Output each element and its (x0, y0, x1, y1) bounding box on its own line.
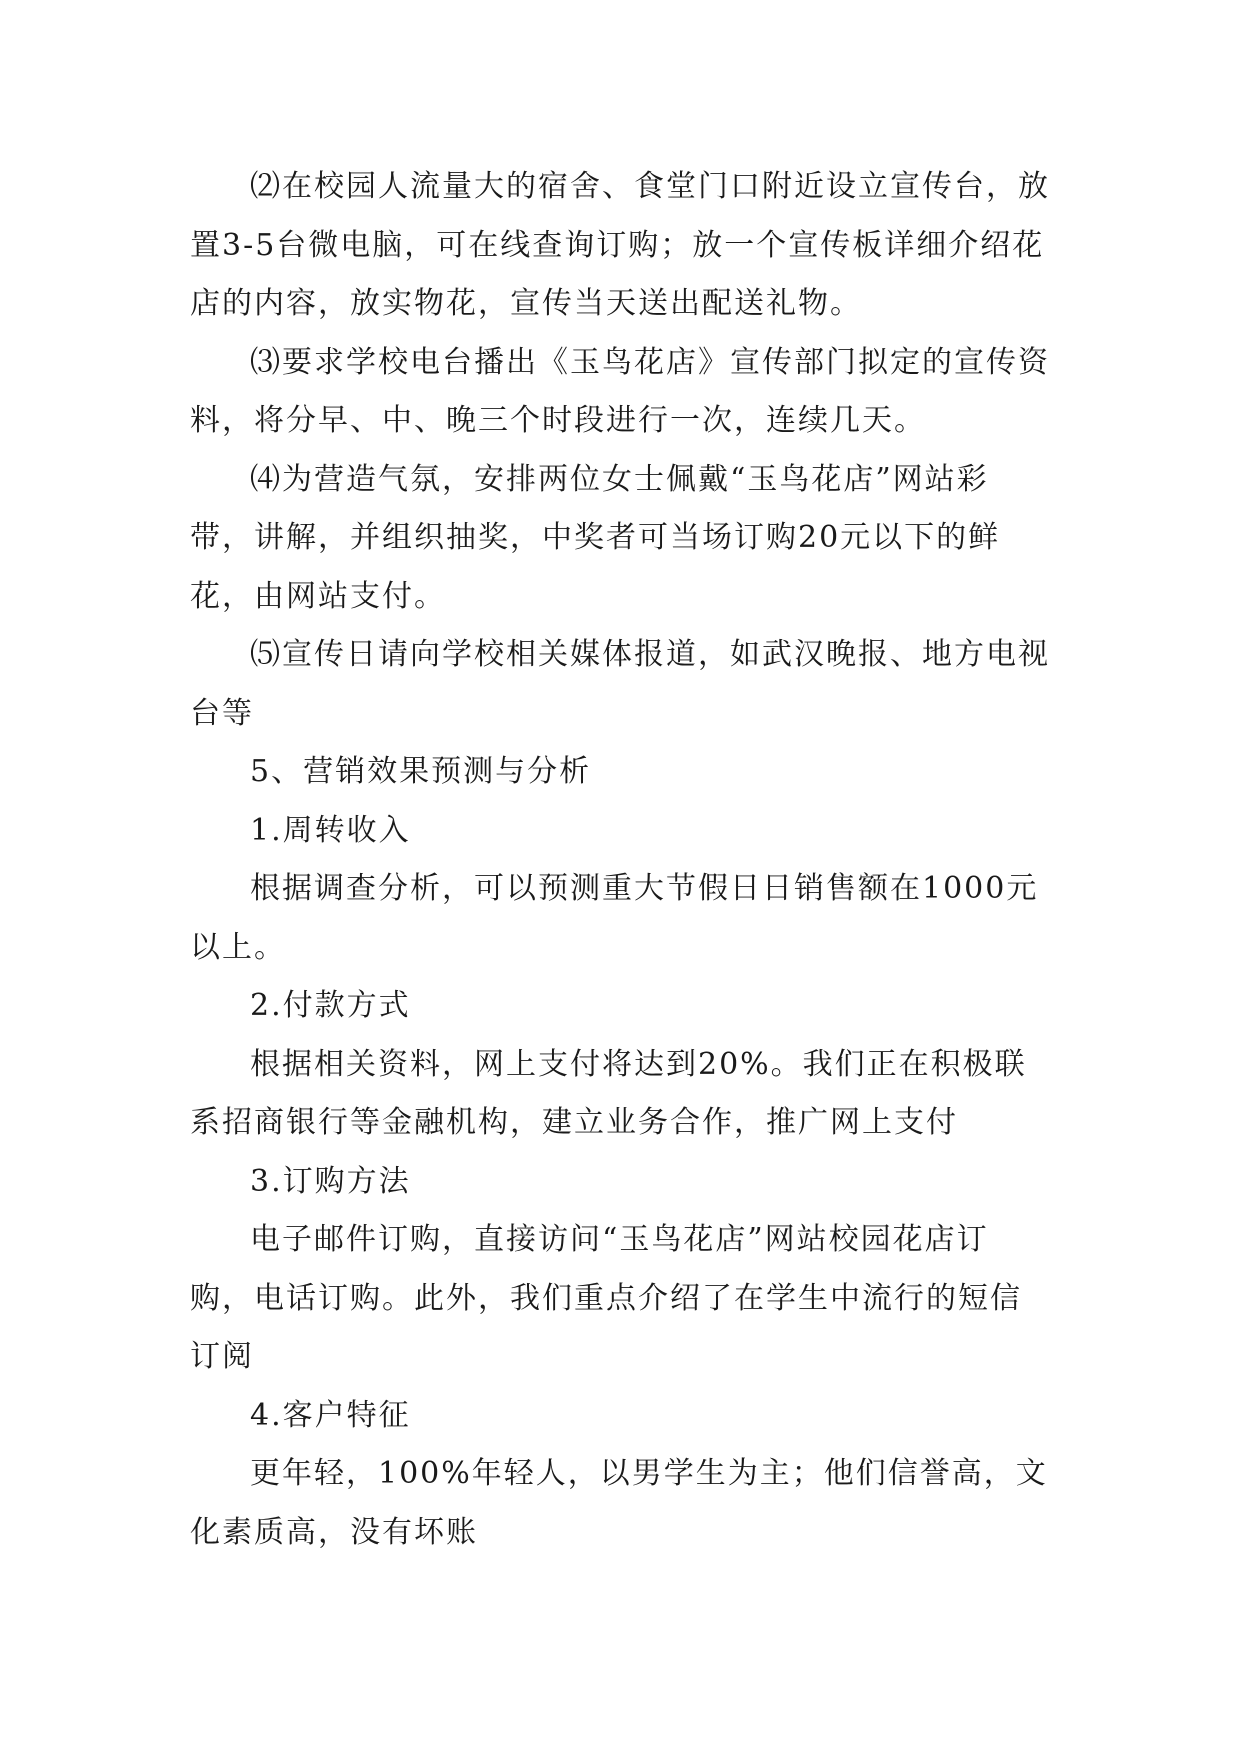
paragraph-promotion-booth: ⑵在校园人流量大的宿舍、食堂门口附近设立宣传台，放置3-5台微电脑，可在线查询订购；放一个宣传板详细介绍花店的内容，放实物花，宣传当天送出配送礼物。 (190, 169, 1050, 321)
paragraph-turnover-income: 根据调查分析，可以预测重大节假日日销售额在1000元以上。 (190, 871, 1039, 965)
subheading-turnover-income: 1.周转收入 (250, 812, 411, 848)
paragraph-customer-traits: 更年轻，100%年轻人，以男学生为主；他们信誉高，文化素质高，没有坏账 (190, 1456, 1048, 1550)
paragraph-radio-broadcast: ⑶要求学校电台播出《玉鸟花店》宣传部门拟定的宣传资料，将分早、中、晚三个时段进行一次，连续几天。 (190, 344, 1050, 438)
paragraph-payment-method: 根据相关资料，网上支付将达到20%。我们正在积极联系招商银行等金融机构，建立业务合作，推广网上支付 (190, 1046, 1027, 1140)
document-body (190, 158, 1050, 1562)
paragraph-media-report: ⑸宣传日请向学校相关媒体报道，如武汉晚报、地方电视台等 (190, 637, 1050, 731)
paragraph-order-method: 电子邮件订购，直接访问“玉鸟花店”网站校园花店订购，电话订购。此外，我们重点介绍了在学生中流行的短信订阅 (190, 1222, 1022, 1374)
section-heading-forecast: 5、营销效果预测与分析 (250, 754, 592, 789)
subheading-customer-traits: 4.客户特征 (250, 1397, 411, 1433)
subheading-order-method: 3.订购方法 (250, 1163, 411, 1199)
subheading-payment-method: 2.付款方式 (250, 988, 411, 1023)
paragraph-atmosphere-lottery: ⑷为营造气氛，安排两位女士佩戴“玉鸟花店”网站彩带，讲解，并组织抽奖，中奖者可当场订购20元以下的鲜花，由网站支付。 (190, 461, 1001, 614)
